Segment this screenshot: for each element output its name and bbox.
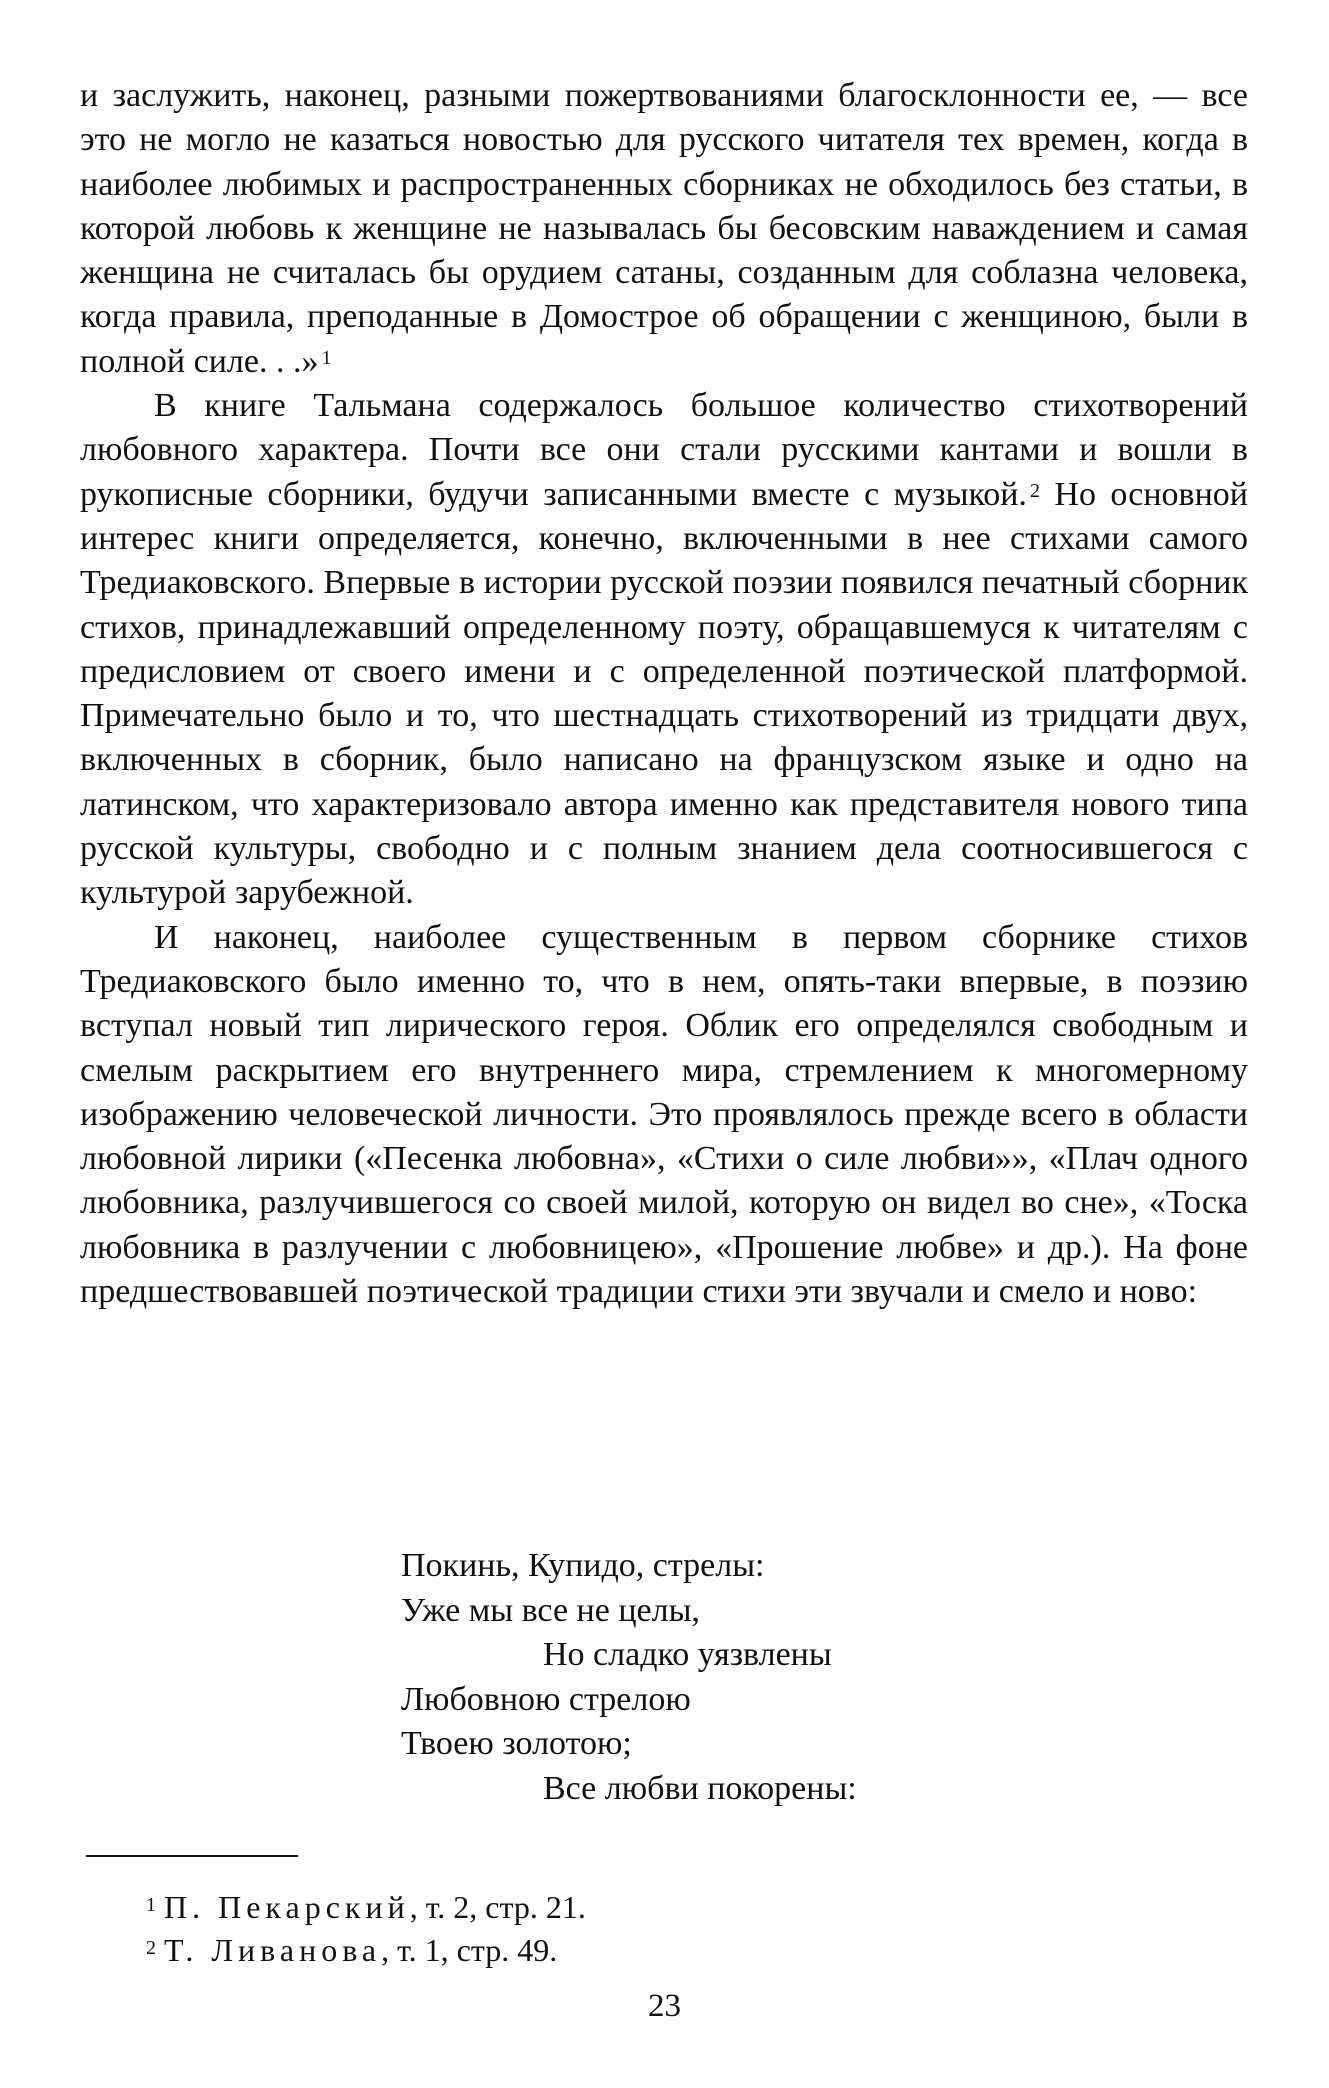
footnote-ref-1: 1	[321, 346, 332, 369]
paragraph-3	[80, 916, 1248, 1315]
footnote-2	[146, 1929, 1050, 1972]
footnote-divider	[86, 1855, 298, 1857]
footnote-number: 1	[146, 1894, 156, 1916]
verse-line: Покинь, Купидо, стрелы:	[401, 1547, 765, 1584]
footnote-ref-2: 2	[1029, 479, 1040, 502]
paragraph-1-text: и заслужить, наконец, разными пожертвованиями благосклонности ее, — все это не могло не казаться новостью для русского читателя тех времен, когда в наиболее любимых и распространенных сборниках не обходилось без статьи, в которой любовь к женщине не называлась бы бесовским наваждением и самая женщина не считалась бы орудием сатаны, созданным для соблазна человека, когда правила, преподанные в Домострое об обращении с женщиною, были в полной силе. . .»	[80, 77, 1248, 380]
footnote-author: П. Пекарский	[164, 1889, 410, 1925]
footnote-citation: , т. 2, стр. 21.	[409, 1889, 586, 1925]
verse-line: Твоею золотою;	[401, 1725, 632, 1762]
body-text	[80, 74, 1248, 1314]
paragraph-3-text: И наконец, наиболее существенным в первом сборнике стихов Тредиаковского было именно то, что в нем, опять-таки впервые, в поэзию вступал новый тип лирического героя. Облик его определялся свободным и смелым раскрытием его внутреннего мира, стремлением к многомерному изображению человеческой личности. Это проявлялось прежде всего в области любовной лирики («Песенка любовна», «Стихи о силе любви»», «Плач одного любовника, разлучившегося со своей милой, которую он видел во сне», «Тоска любовника в разлучении с любовницею», «Прошение любве» и др.). На фоне предшествовавшей поэтической традиции стихи эти звучали и смело и ново:	[80, 918, 1248, 1311]
paragraph-1	[80, 74, 1248, 384]
footnote-citation: , т. 1, стр. 49.	[381, 1932, 558, 1968]
verse-line: Но сладко уязвлены	[543, 1636, 832, 1673]
footnote-1	[146, 1886, 1050, 1929]
footnotes	[146, 1886, 1050, 1972]
paragraph-2-text-a: В книге Тальмана содержалось большое количество стихотворений любовного характера. Почти все они стали русскими кантами и вошли в рукописные сборники, будучи записанными вместе с музыкой.	[80, 387, 1248, 513]
paragraph-2-text-b: Но основной интерес книги определяется, конечно, включенными в нее стихами самого Тредиаковского. Впервые в истории русской поэзии появился печатный сборник стихов, принадлежавший определенному поэту, обращавшемуся к читателям с предисловием от своего имени и с определенной поэтической платформой. Примечательно было и то, что шестнадцать стихотворений из тридцати двух, включенных в сборник, было написано на французском языке и одно на латинском, что характеризовало автора именно как представителя нового типа русской культуры, свободно и с полным знанием дела соотносившегося с культурой зарубежной.	[80, 475, 1248, 912]
footnote-number: 2	[146, 1937, 156, 1959]
page-number: 23	[648, 1988, 681, 2024]
verse-line: Все любви покорены:	[543, 1769, 857, 1807]
paragraph-2	[80, 384, 1248, 916]
footnote-author: Т. Ливанова	[164, 1932, 382, 1968]
verse-line: Любовною стрелою	[401, 1680, 691, 1718]
verse-line: Уже мы все не целы,	[401, 1591, 700, 1629]
verse-quote	[401, 1544, 1101, 1811]
